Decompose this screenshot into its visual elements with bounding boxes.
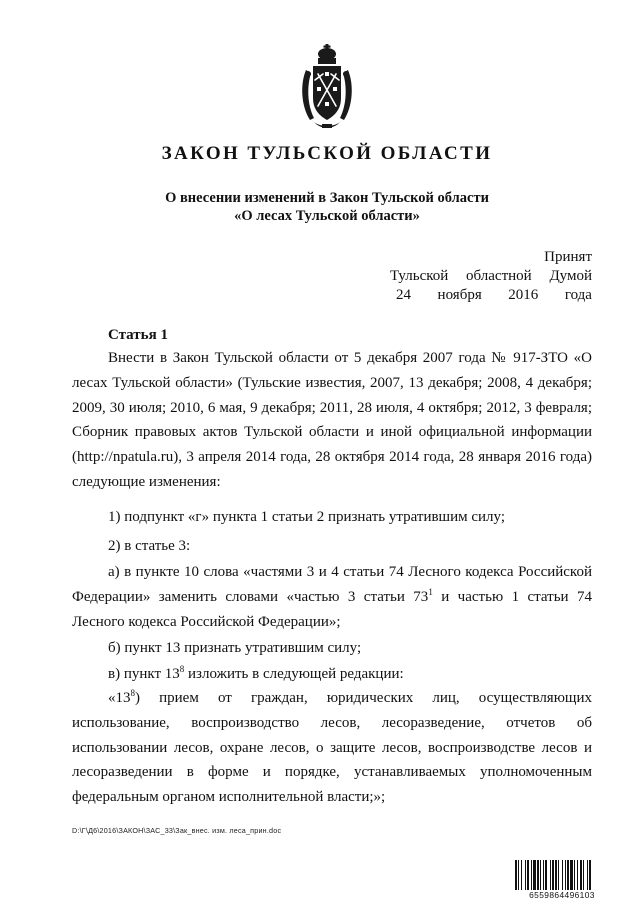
barcode-bar xyxy=(518,860,519,894)
accepted-word: областной xyxy=(466,268,532,284)
barcode-bar xyxy=(525,860,526,894)
barcode-bar xyxy=(550,860,551,894)
item-2v-text-end: изложить в следующей редакции: xyxy=(184,666,404,682)
barcode-bar xyxy=(537,860,539,894)
intro-paragraph: Внести в Закон Тульской области от 5 декабря 2007 года № 917-ЗТО «О лесах Тульской области» (Тульские известия, 2007, 13 декабря; 2008, 4 декабря; 2009, 30 июля; 2010, 6 мая, 9 декабря; 2011, 28 июля, 4 октября; 2012, 3 февраля; Сборник правовых актов Тульской области и иной официальной информации (http://npatula.ru), 3 апреля 2014 года, 28 октября 2014 года, 28 января 2016 года) следующие изменения: xyxy=(72,350,592,490)
document-subtitle-line2: «О лесах Тульской области» xyxy=(234,208,420,224)
item-2v xyxy=(108,666,404,683)
barcode-bar xyxy=(574,860,575,894)
coat-of-arms-icon xyxy=(298,44,356,132)
barcode-bar xyxy=(521,860,522,894)
barcode-bar xyxy=(527,860,529,894)
item-2a-text-end: и частью 1 статьи 74 Лесного кодекса Российской Федерации»; xyxy=(72,588,592,630)
item-2v-text: в) пункт 13 xyxy=(108,666,180,682)
quote-body: ) прием от граждан, юридических лиц, осуществляющих использование, воспроизводство лесов, лесоразведение, отчетов об использовании лесов, охране лесов, о защите лесов, воспроизводстве лесов и лесоразведении в форме и порядке, устанавливаемых уполномоченным федеральным органом исполнительной власти;»; xyxy=(72,690,592,806)
item-1: 1) подпункт «г» пункта 1 статьи 2 признать утратившим силу; xyxy=(108,509,506,525)
barcode-bar xyxy=(589,860,591,894)
barcode-bar xyxy=(565,860,566,894)
barcode-bar xyxy=(540,860,541,894)
item-2b: б) пункт 13 признать утратившим силу; xyxy=(108,640,362,656)
accepted-date-line xyxy=(390,286,592,305)
document-subtitle-line1: О внесении изменений в Закон Тульской области xyxy=(165,190,489,206)
barcode-bar xyxy=(555,860,557,894)
accepted-date-part: 24 xyxy=(396,287,411,303)
barcode-bar xyxy=(552,860,554,894)
barcode-bar xyxy=(543,860,544,894)
file-path-footer: D:\Г\Д6\2016\ЗАКОН\ЗАС_33\Зак_внес. изм. леса_прин.doc xyxy=(72,826,282,835)
barcode-bar xyxy=(558,860,559,894)
barcode-bar xyxy=(570,860,573,894)
accepted-date-part: ноября xyxy=(437,287,482,303)
barcode-icon xyxy=(515,860,609,894)
barcode-bar xyxy=(533,860,536,894)
quote-superscript: 8 xyxy=(130,688,135,698)
item-2a-superscript: 1 xyxy=(428,586,433,597)
item-2a xyxy=(72,560,592,634)
barcode-bar xyxy=(567,860,569,894)
accepted-by-line xyxy=(390,267,592,286)
quoted-new-text xyxy=(72,686,592,810)
accepted-date-part: 2016 xyxy=(508,287,539,303)
acceptance-block xyxy=(390,248,592,305)
document-title: ЗАКОН ТУЛЬСКОЙ ОБЛАСТИ xyxy=(161,143,493,164)
item-2a-text: а) в пункте 10 слова «частями 3 и 4 статьи 74 Лесного кодекса Российской Федерации» заменить словами «частью 3 статьи 73 xyxy=(72,564,592,605)
item-2v-superscript: 8 xyxy=(179,664,185,674)
barcode-bar xyxy=(583,860,584,894)
accepted-label: Принят xyxy=(544,249,592,265)
barcode-bar xyxy=(562,860,563,894)
accepted-word: Тульской xyxy=(390,268,449,284)
item-2: 2) в статье 3: xyxy=(108,538,191,554)
barcode-bar xyxy=(580,860,582,894)
article-heading: Статья 1 xyxy=(108,327,168,343)
barcode-bar xyxy=(587,860,588,894)
barcode-bar xyxy=(577,860,578,894)
barcode-number: 6559864496103 xyxy=(515,890,609,900)
accepted-date-part: года xyxy=(564,287,592,303)
barcode-bar xyxy=(531,860,532,894)
accepted-word: Думой xyxy=(549,268,592,284)
barcode-bar xyxy=(515,860,517,894)
quote-open: «13 xyxy=(108,690,131,706)
barcode-bar xyxy=(545,860,547,894)
